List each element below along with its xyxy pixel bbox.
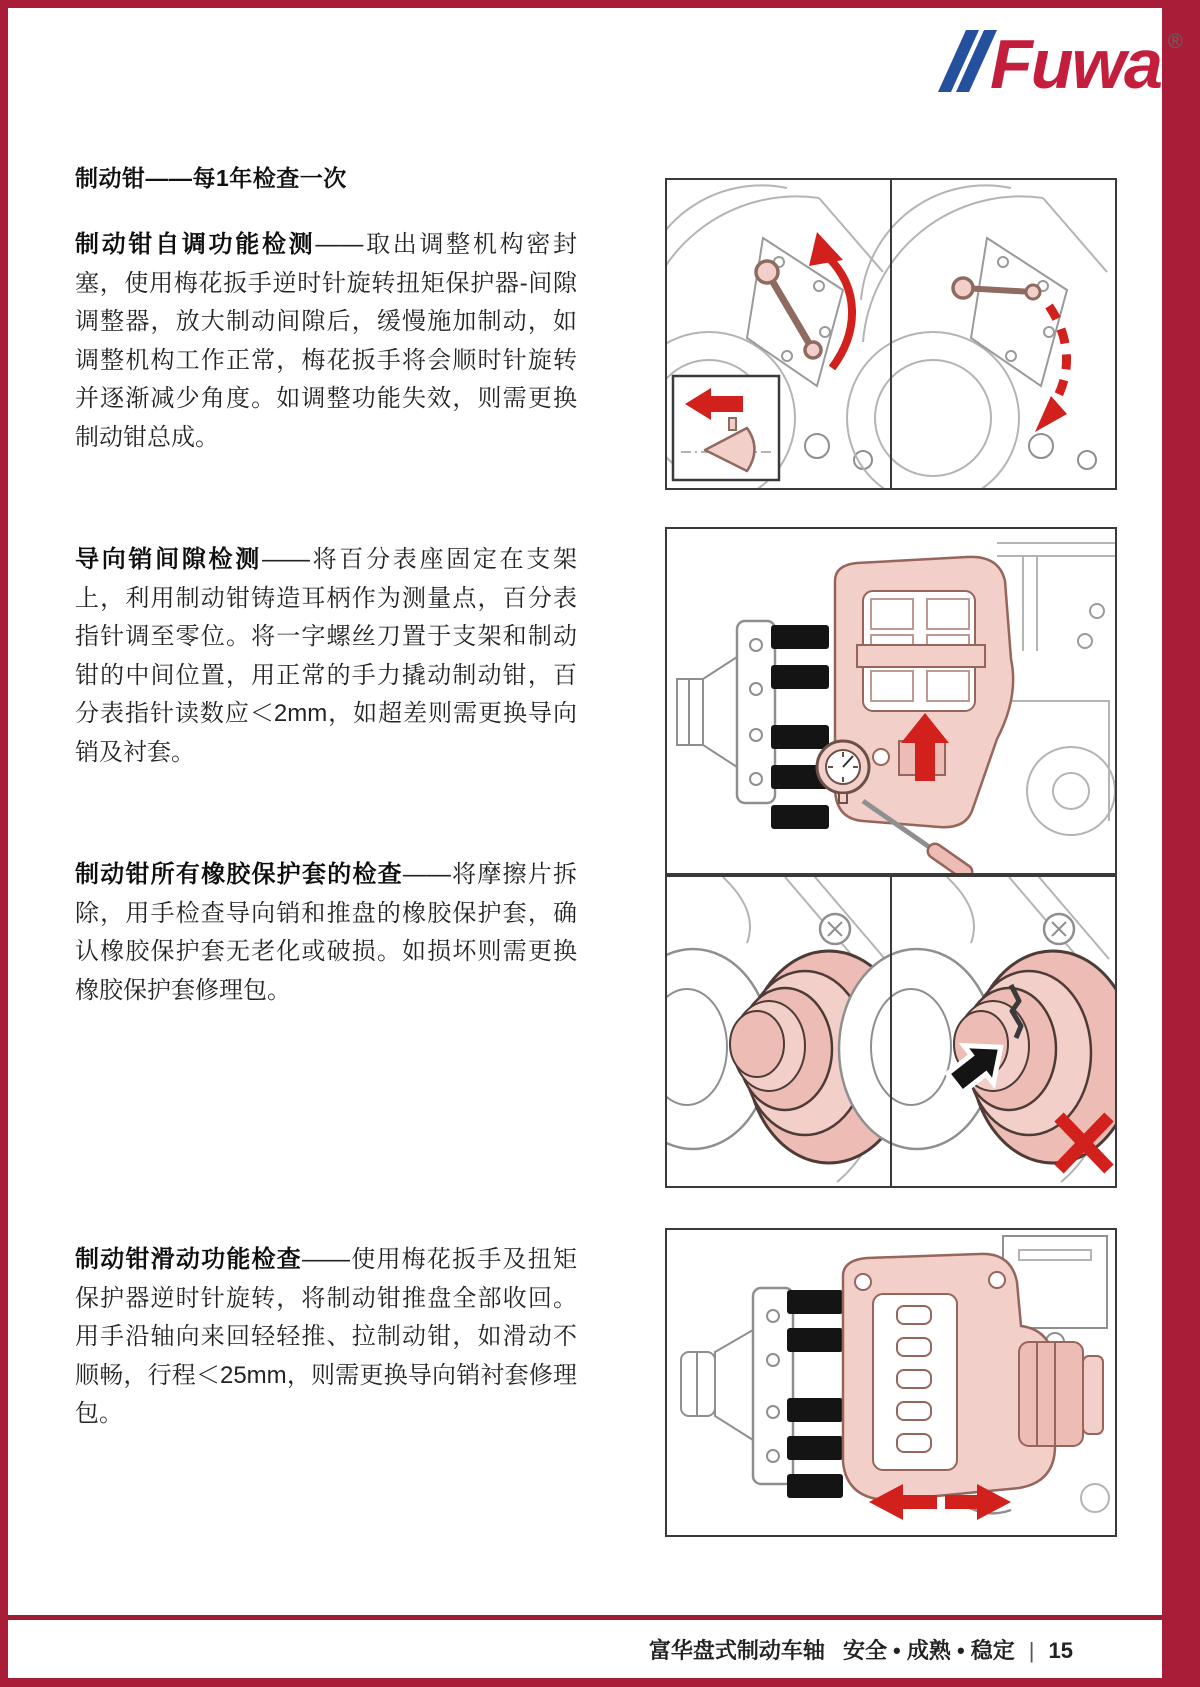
footer-rule — [8, 1615, 1162, 1620]
figure-self-adjust-check-illustration — [665, 178, 1117, 490]
page-number: 15 — [1048, 1638, 1073, 1663]
fuwa-logo — [928, 16, 1196, 106]
paragraph-lead: 制动钳自调功能检测 — [75, 231, 316, 258]
footer-slogan: 安全 • 成熟 • 稳定 — [842, 1638, 1015, 1663]
figure-slide-function-illustration — [665, 1228, 1117, 1537]
paragraph-lead: 制动钳滑动功能检查 — [75, 1246, 302, 1273]
paragraph-body: ——使用梅花扳手及扭矩保护器逆时针旋转，将制动钳推盘全部收回。用手沿轴向来回轻轻推、拉制动钳，如滑动不顺畅，行程＜25mm，则需更换导向销衬套修理包。 — [75, 1246, 577, 1428]
registered-mark: ® — [1168, 31, 1183, 53]
figure-rubber-boot-illustration — [665, 875, 1117, 1188]
wheel-hub — [681, 1288, 843, 1498]
clockwise-dashed-arrow-icon — [1035, 306, 1067, 432]
page-border-right — [1162, 0, 1200, 1687]
footer-product-name: 富华盘式制动车轴 — [648, 1638, 825, 1663]
paragraph-body: ——将摩擦片拆除，用手检查导向销和推盘的橡胶保护套，确认橡胶保护套无老化或破损。如损坏则需更换橡胶保护套修理包。 — [75, 861, 578, 1004]
wheel-studs-icon — [771, 625, 829, 829]
paragraph-body: ——将百分表座固定在支架上，利用制动钳铸造耳柄作为测量点，百分表指针调至零位。将一字螺丝刀置于支架和制动钳的中间位置，用正常的手力撬动制动钳，百分表指针读数应＜2mm，如超差则需更换导向销及衬套。 — [75, 546, 578, 766]
paragraph-lead: 制动钳所有橡胶保护套的检查 — [75, 861, 403, 888]
page-border-top — [0, 0, 1200, 8]
paragraph-rubber-boot-check — [75, 856, 577, 1010]
footer-divider: | — [1028, 1638, 1035, 1663]
paragraph-lead: 导向销间隙检测 — [75, 546, 262, 573]
paragraph-slide-function-check — [75, 1241, 577, 1434]
page-border-left — [0, 0, 8, 1687]
background-line-art — [997, 543, 1115, 835]
torx-wrench-icon — [756, 261, 821, 358]
wheel-studs-icon — [787, 1290, 843, 1498]
paragraph-body: ——取出调整机构密封塞，使用梅花扳手逆时针旋转扭矩保护器-间隙调整器，放大制动间隙后，缓慢施加制动，如调整机构工作正常，梅花扳手将会顺时针旋转并逐渐减少角度。如调整功能失效，则需更换制动钳总成。 — [75, 231, 578, 451]
wheel-hub — [677, 621, 829, 829]
logo-wordmark: Fuwa — [990, 25, 1161, 103]
section-title: 制动钳——每1年检查一次 — [75, 165, 347, 191]
page-border-bottom — [0, 1678, 1200, 1687]
paragraph-self-adjust-check — [75, 226, 577, 458]
torx-wrench-icon — [953, 278, 1040, 299]
figure-guide-pin-clearance-illustration — [665, 527, 1117, 875]
logo-slashes-icon — [938, 30, 997, 92]
sealing-plug-inset — [673, 376, 779, 480]
footer — [649, 1634, 1073, 1665]
paragraph-guide-pin-clearance-check — [75, 541, 577, 773]
